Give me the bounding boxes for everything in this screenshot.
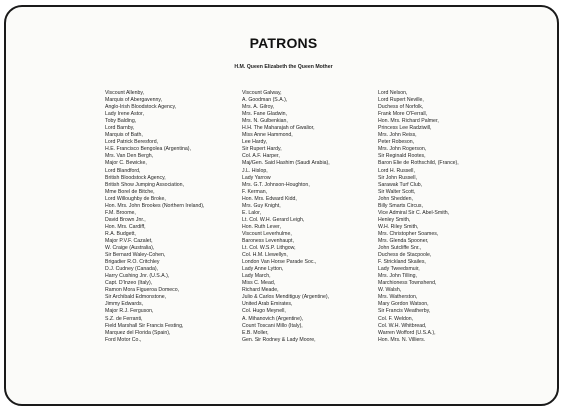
patron-name: Sir Walter Scott,	[378, 188, 416, 195]
patron-name: Capt. D'Inzeo (Italy),	[105, 280, 153, 287]
patron-name: Harry Cushing Jnr. (U.S.A.),	[105, 273, 170, 280]
patron-name: Hon. Mrs. Richard Palmer,	[378, 118, 439, 125]
patron-name: Mrs. Watherston,	[378, 294, 418, 301]
patron-name: Lee Hardy,	[242, 139, 267, 146]
patron-name: Sir Reginald Rootes,	[378, 153, 426, 160]
patron-name: Marquis of Bath,	[105, 132, 143, 139]
patron-name: Lord Patrick Beresford,	[105, 139, 159, 146]
patron-name: Hon. Ruth Lever,	[242, 223, 281, 230]
patron-name: United Arab Emirates,	[242, 301, 293, 308]
patron-name: Major R.J. Ferguson,	[105, 308, 154, 315]
patron-name: Col. H.M. Llewellyn,	[242, 252, 288, 259]
patron-name: Baroness Levenhaupt,	[242, 237, 294, 244]
patron-name: Mrs. John Tilling,	[378, 273, 417, 280]
patron-name: Hon. Mrs. Cardiff,	[105, 223, 146, 230]
patron-name: E. Lalor,	[242, 209, 262, 216]
patron-name: H.E. Francisco Bengolea (Argentina),	[105, 146, 191, 153]
patron-name: Henley Smith,	[378, 216, 411, 223]
patron-name: W.H. Riley Smith,	[378, 223, 419, 230]
patron-name: Mrs. G.T. Johnson-Houghton,	[242, 181, 310, 188]
patron-name: F.M. Broome,	[105, 209, 136, 216]
patron-name: Lady Yarrow	[242, 174, 271, 181]
patron-name: Warren Wofford (U.S.A.),	[378, 329, 436, 336]
patron-name: Ramon Mora Figueroa Domeco,	[105, 287, 180, 294]
patron-name: Julio & Carlos Menditiguy (Argentine),	[242, 294, 330, 301]
patron-name: Col. F. Weldon,	[378, 315, 414, 322]
patron-name: Mrs. Christopher Soames,	[378, 230, 439, 237]
patron-name: Sir John Russell,	[378, 174, 417, 181]
patron-name: John Sutcliffe Snr.,	[378, 245, 422, 252]
patron-name: Viscount Galway,	[242, 90, 282, 96]
patron-name: Major P.V.F. Cazalet,	[105, 237, 153, 244]
patron-name: Lady March,	[242, 273, 271, 280]
patron-name: Lord Nelson,	[378, 90, 408, 96]
patron-name: Billy Smarts Circus,	[378, 202, 423, 209]
patron-name: Vice Admiral Sir C. Abel-Smith,	[378, 209, 450, 216]
patron-name: Lord Willoughby de Broke,	[105, 195, 166, 202]
patron-name: London Van Horse Parade Soc.,	[242, 259, 317, 266]
patron-name: Miss C. Mead,	[242, 280, 276, 287]
patron-name: Sir Rupert Hardy,	[242, 146, 282, 153]
patron-name: Lt. Col. W.H. Gerard Leigh,	[242, 216, 305, 223]
patron-column-2	[242, 90, 330, 344]
patron-name: E.B. Moller,	[242, 329, 269, 336]
patron-name: Major C. Bewicke,	[105, 160, 147, 167]
patron-name: F. Strickland Skailes,	[378, 259, 426, 266]
patron-name: Marquez del Florida (Spain),	[105, 329, 171, 336]
patron-name: Viscount Leverhulme,	[242, 230, 292, 237]
patron-name: Count Toscani Millo (Italy),	[242, 322, 303, 329]
patron-name: Duchess of Norfolk,	[378, 104, 424, 111]
patron-name: W. Walsh,	[378, 287, 402, 294]
patron-name: Lady Irene Astor,	[105, 111, 144, 118]
patron-name: Lord Blandford,	[105, 167, 141, 174]
patron-name: Viscount Allenby,	[105, 90, 145, 96]
patron-name: Anglo-Irish Bloodstock Agency,	[105, 104, 177, 111]
patron-name: Hon. Mrs. Edward Kidd,	[242, 195, 297, 202]
patron-name: Sarawak Turf Club,	[378, 181, 423, 188]
patron-name: A. Mihanovich (Argentine),	[242, 315, 304, 322]
patron-name: Hon. Mrs. N. Villiers.	[378, 336, 426, 343]
patron-name: Mrs. Glenda Spooner,	[378, 237, 429, 244]
patron-name: Brigadier R.O. Critchley	[105, 259, 160, 266]
patron-name: Mrs. John Rogerson,	[378, 146, 427, 153]
patron-name: Lady Tweedsmuir,	[378, 266, 420, 273]
patron-name: Jimmy Edwards,	[105, 301, 144, 308]
patron-name: Toby Balding,	[105, 118, 137, 125]
patron-name: Lord Rupert Neville,	[378, 97, 424, 104]
patron-column-1	[105, 90, 204, 344]
patron-name: David Brown Jnr.,	[105, 216, 146, 223]
patron-name: Lady Anne Lytton,	[242, 266, 284, 273]
patron-name: F. Kerman,	[242, 188, 268, 195]
patron-name: British Bloodstock Agency,	[105, 174, 166, 181]
patron-name: Peter Robeson,	[378, 139, 415, 146]
patron-name: Field Marshall Sir Francis Festing,	[105, 322, 184, 329]
patron-name: Duchess de Stacpoole,	[378, 252, 432, 259]
patron-name: Miss Anne Hammond,	[242, 132, 293, 139]
patron-name: Sir Archibald Edmonstone,	[105, 294, 167, 301]
patron-name: A. Goodman (S.A.),	[242, 97, 288, 104]
patron-name: Sir Francis Weatherby,	[378, 308, 431, 315]
patron-column-3	[378, 90, 459, 344]
patron-name: Marchioness Townshend,	[378, 280, 437, 287]
patron-name: Maj/Gen. Said Hashim (Saudi Arabia),	[242, 160, 330, 167]
patron-name: H.H. The Maharajah of Gwalior,	[242, 125, 315, 132]
patron-name: Mrs. Van Den Bergh,	[105, 153, 154, 160]
patron-name: D.J. Cudney (Canada),	[105, 266, 159, 273]
patron-name: Baron Elie de Rothschild, (France),	[378, 160, 459, 167]
patron-name: R.A. Budgett,	[105, 230, 136, 237]
patron-name: Col. Hugo Meynell,	[242, 308, 286, 315]
patron-name: Marquis of Abergavenny,	[105, 97, 162, 104]
patron-name: Col. W.H. Whitbread,	[378, 322, 427, 329]
patron-name: Princess Lee Radziwill,	[378, 125, 432, 132]
patron-name: Hon. Mrs. John Brookes (Northern Ireland),	[105, 202, 205, 209]
patron-name: Mrs. A. Gilroy,	[242, 104, 275, 111]
patron-name: J.L. Hislop,	[242, 167, 268, 174]
patron-name: S.Z. de Ferranti,	[105, 315, 143, 322]
patron-name: Mrs. John Reiss,	[378, 132, 417, 139]
page-title: PATRONS	[249, 35, 318, 51]
patron-name: Mary Gordon Watson,	[378, 301, 429, 308]
patron-name: Mrs. Guy Knight,	[242, 202, 281, 209]
patron-name: Sir Bernard Waley-Cohen,	[105, 252, 166, 259]
patron-name: Frank More O'Ferrall,	[378, 111, 428, 118]
patron-name: Ford Motor Co.,	[105, 336, 142, 343]
page-subtitle: H.M. Queen Elizabeth the Queen Mother	[234, 64, 333, 70]
patron-name: Col. A.F. Harper,	[242, 153, 280, 160]
patron-name: Gen. Sir Rodney & Lady Moore,	[242, 336, 316, 343]
patron-name: Lt. Col. W.S.P. Lithgow,	[242, 245, 296, 252]
patron-name: Lord H. Russell,	[378, 167, 415, 174]
patron-name: Mrs. Fane Gladwin,	[242, 111, 287, 118]
patron-name: Lord Barnby,	[105, 125, 135, 132]
patron-name: Mme Borel de Bitche,	[105, 188, 155, 195]
patron-name: Mrs. N. Gulbenkian,	[242, 118, 288, 125]
patron-name: British Show Jumping Association,	[105, 181, 185, 188]
patron-name: W. Craige (Australia),	[105, 245, 155, 252]
patron-name: Richard Meade,	[242, 287, 279, 294]
patron-name: John Shedden,	[378, 195, 413, 202]
